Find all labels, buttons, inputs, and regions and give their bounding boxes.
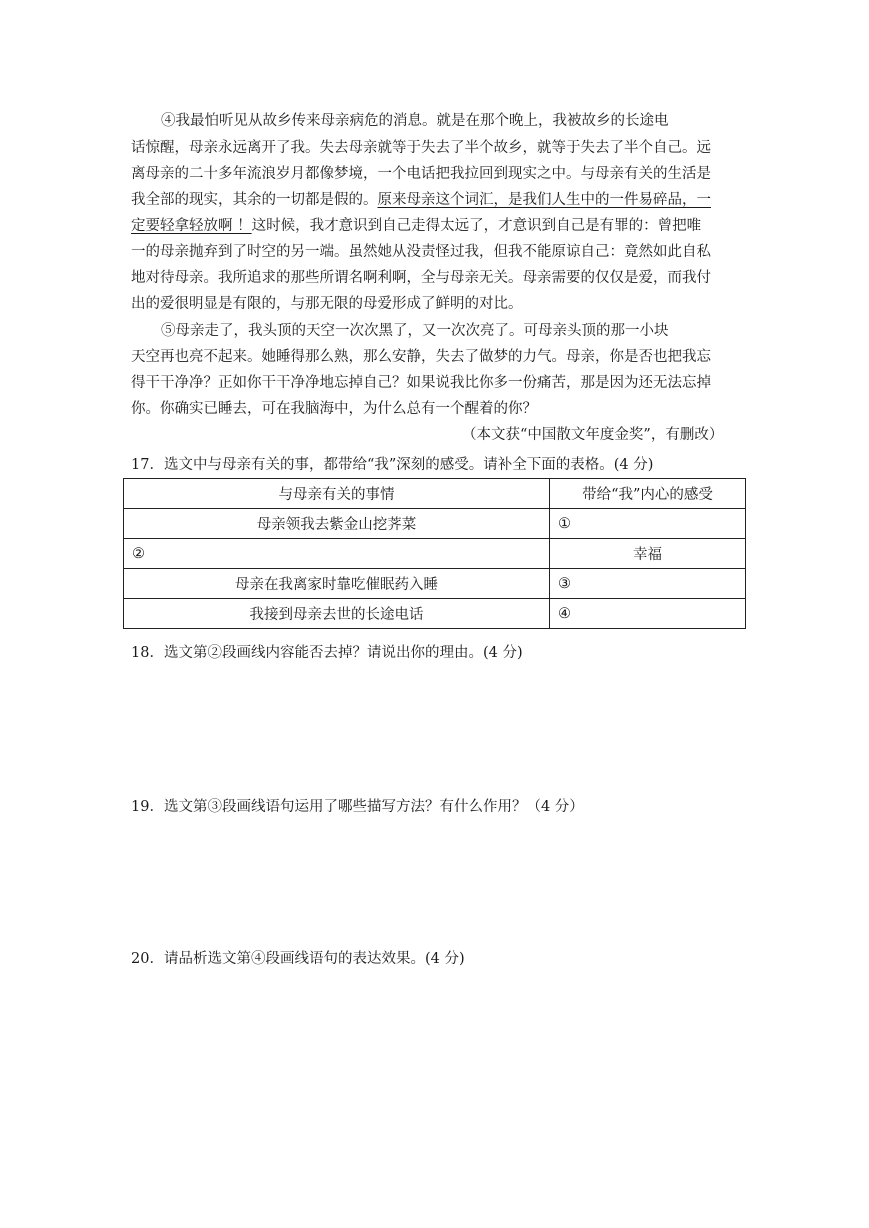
question-17: 17．选文中与母亲有关的事，都带给“我”深刻的感受。请补全下面的表格。(4 分) (131, 457, 654, 473)
para4-line-5-text: 这时候，我才意识到自己走得太远了，才意识到自己是有罪的：曾把唯 (251, 218, 702, 234)
table-cell-feeling-blank[interactable]: ③ (550, 569, 746, 599)
para4-line-1: ④我最怕听见从故乡传来母亲病危的消息。就是在那个晚上，我被故乡的长途电 (161, 113, 669, 129)
question-19: 19．选文第③段画线语句运用了哪些描写方法？有什么作用？（4 分） (131, 799, 584, 815)
table-row (124, 569, 746, 599)
table-row (124, 539, 746, 569)
para4-underlined-sentence-part1: 原来母亲这个词汇，是我们人生中的一件易碎品，一 (377, 192, 711, 208)
table-cell-event: 母亲领我去紫金山挖荠菜 (124, 509, 550, 539)
table-header-feelings: 带给“我”内心的感受 (550, 479, 746, 509)
question-17-table (123, 478, 746, 629)
para4-line-7: 地对待母亲。我所追求的那些所谓名啊利啊，全与母亲无关。母亲需要的仅仅是爱，而我付 (131, 270, 711, 286)
table-row (124, 509, 746, 539)
question-18: 18．选文第②段画线内容能否去掉？请说出你的理由。(4 分) (131, 645, 523, 661)
para5-line-4: 你。你确实已睡去，可在我脑海中，为什么总有一个醒着的你？ (131, 401, 537, 417)
table-cell-feeling: 幸福 (550, 539, 746, 569)
para5-line-2: 天空再也亮不起来。她睡得那么熟，那么安静，失去了做梦的力气。母亲，你是否也把我忘 (131, 349, 711, 365)
para4-line-4-text: 我全部的现实，其余的一切都是假的。 (131, 192, 378, 208)
para4-underlined-sentence-part2: 定要轻拿轻放啊 ！ (131, 218, 252, 234)
table-header-row (124, 479, 746, 509)
para4-line-6: 一的母亲抛弃到了时空的另一端。虽然她从没责怪过我，但我不能原谅自己：竟然如此自私 (131, 244, 711, 260)
table-cell-feeling-blank[interactable]: ① (550, 509, 746, 539)
table-row (124, 599, 746, 629)
para4-line-3: 离母亲的二十多年流浪岁月都像梦境，一个电话把我拉回到现实之中。与母亲有关的生活是 (131, 166, 711, 182)
para5-line-3: 得干干净净？正如你干干净净地忘掉自己？如果说我比你多一份痛苦，那是因为还无法忘掉 (131, 375, 711, 391)
para4-line-8: 出的爱很明显是有限的，与那无限的母爱形成了鲜明的对比。 (131, 296, 523, 312)
table-cell-event: 母亲在我离家时靠吃催眠药入睡 (124, 569, 550, 599)
table-cell-event-blank[interactable]: ② (124, 539, 550, 569)
question-20: 20．请品析选文第④段画线语句的表达效果。(4 分) (131, 951, 465, 967)
para4-line-4 (131, 190, 711, 210)
table-cell-event: 我接到母亲去世的长途电话 (124, 599, 550, 629)
para4-line-5 (131, 216, 701, 236)
para5-line-1: ⑤母亲走了，我头顶的天空一次次黑了，又一次次亮了。可母亲头顶的那一小块 (161, 323, 669, 339)
source-note: （本文获“中国散文年度金奖”，有删改） (462, 427, 724, 443)
table-cell-feeling-blank[interactable]: ④ (550, 599, 746, 629)
para4-line-2: 话惊醒，母亲永远离开了我。失去母亲就等于失去了半个故乡，就等于失去了半个自己。远 (131, 140, 711, 156)
table-header-events: 与母亲有关的事情 (124, 479, 550, 509)
